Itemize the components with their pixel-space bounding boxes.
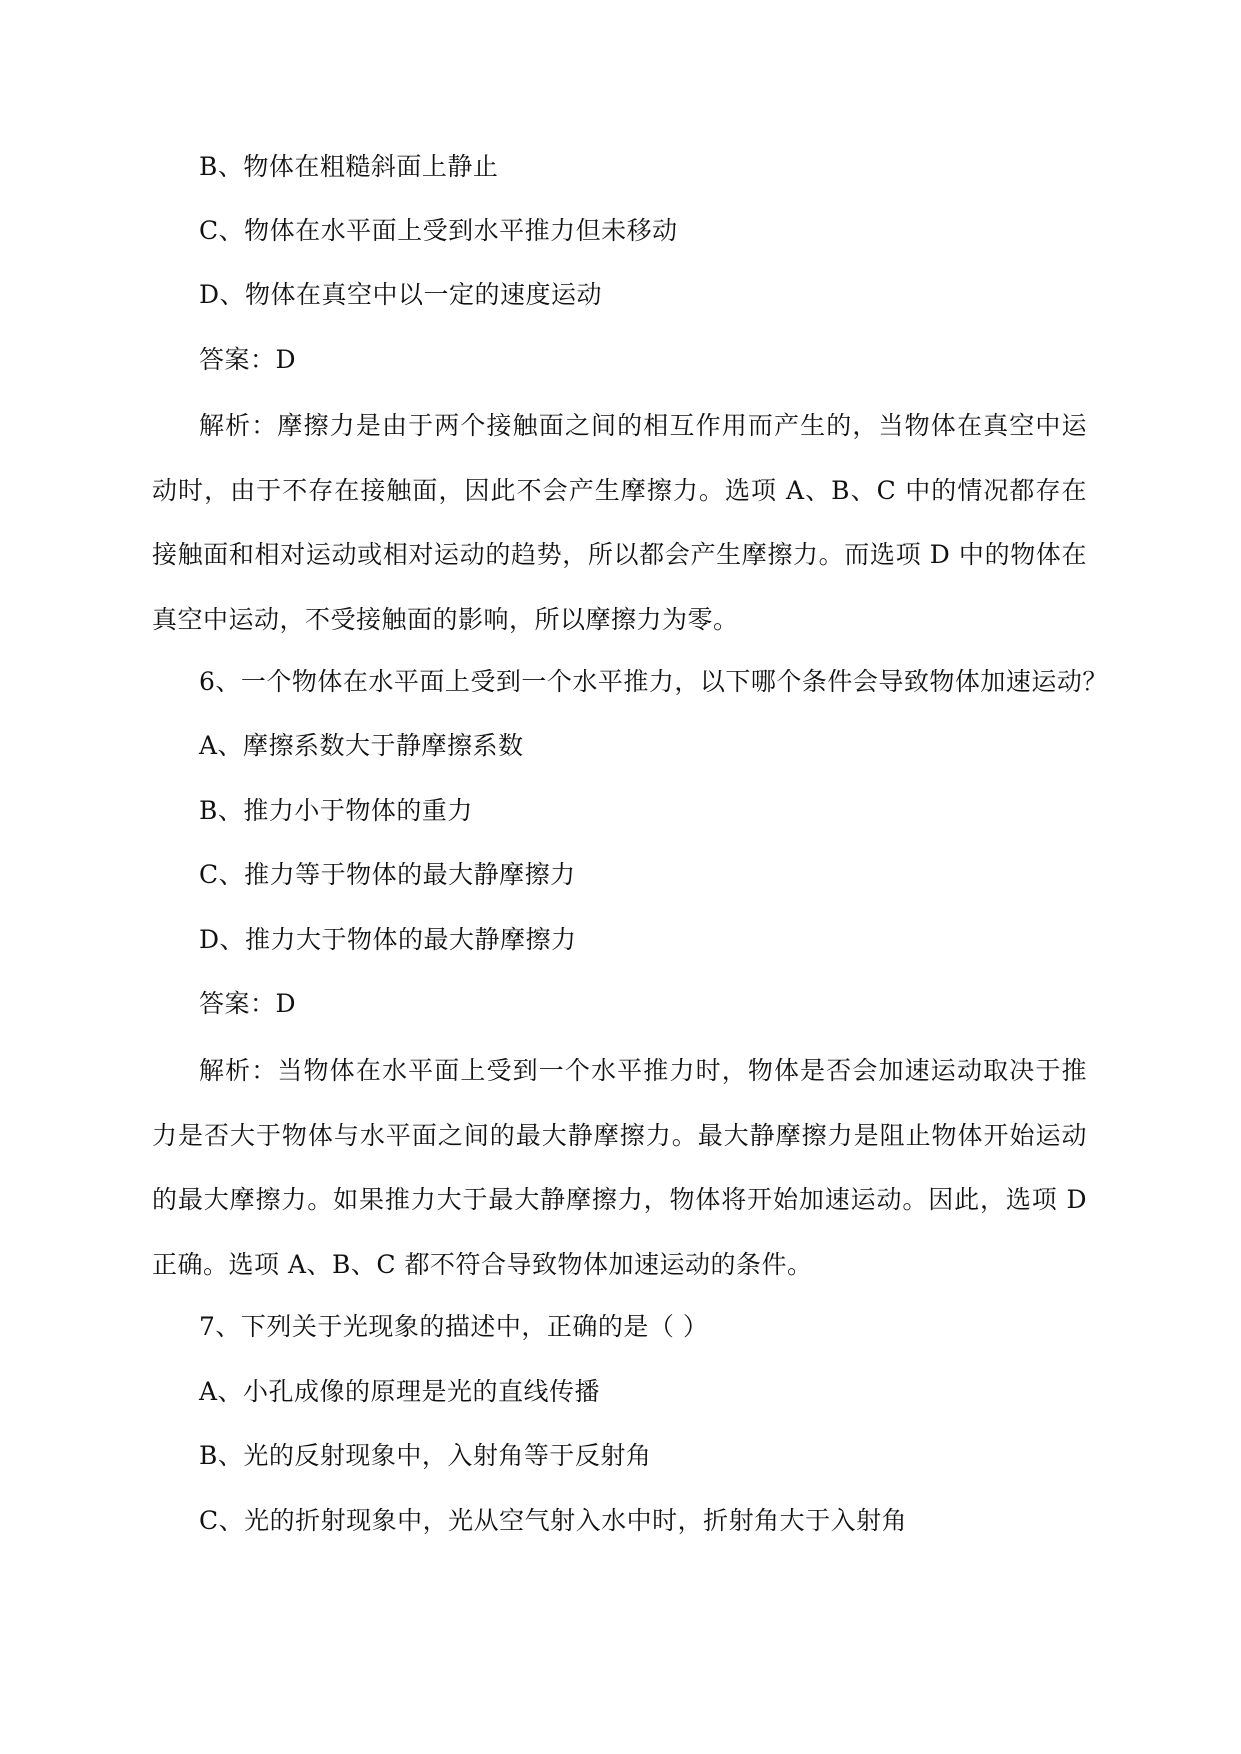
q5-option-d: D、物体在真空中以一定的速度运动 — [199, 280, 603, 309]
q7-question: 7、下列关于光现象的描述中，正确的是（ ） — [199, 1312, 709, 1341]
q6-question: 6、一个物体在水平面上受到一个水平推力，以下哪个条件会导致物体加速运动？ — [199, 667, 1108, 696]
q5-answer: 答案：D — [199, 345, 297, 374]
q5-option-b: B、物体在粗糙斜面上静止 — [199, 152, 499, 181]
q6-option-c: C、推力等于物体的最大静摩擦力 — [199, 860, 576, 889]
q7-option-c: C、光的折射现象中，光从空气射入水中时，折射角大于入射角 — [199, 1506, 908, 1535]
q7-option-b: B、光的反射现象中，入射角等于反射角 — [199, 1441, 652, 1470]
q5-analysis: 解析：摩擦力是由于两个接触面之间的相互作用而产生的，当物体在真空中运动时，由于不存在接触面，因此不会产生摩擦力。选项 A、B、C 中的情况都存在接触面和相对运动或相对运动的趋势，所以都会产生摩擦力。而选项 D 中的物体在真空中运动，不受接触面的影响，所以摩擦力为零。 — [152, 411, 1087, 634]
q6-option-a: A、摩擦系数大于静摩擦系数 — [199, 731, 524, 760]
q6-option-b: B、推力小于物体的重力 — [199, 796, 473, 825]
q6-answer: 答案：D — [199, 989, 297, 1018]
q6-option-d: D、推力大于物体的最大静摩擦力 — [199, 925, 577, 954]
q5-option-c: C、物体在水平面上受到水平推力但未移动 — [199, 216, 678, 245]
q7-option-a: A、小孔成像的原理是光的直线传播 — [199, 1377, 601, 1406]
q6-analysis: 解析：当物体在水平面上受到一个水平推力时，物体是否会加速运动取决于推力是否大于物体与水平面之间的最大静摩擦力。最大静摩擦力是阻止物体开始运动的最大摩擦力。如果推力大于最大静摩擦力，物体将开始加速运动。因此，选项 D 正确。选项 A、B、C 都不符合导致物体加速运动的条件。 — [152, 1056, 1087, 1279]
